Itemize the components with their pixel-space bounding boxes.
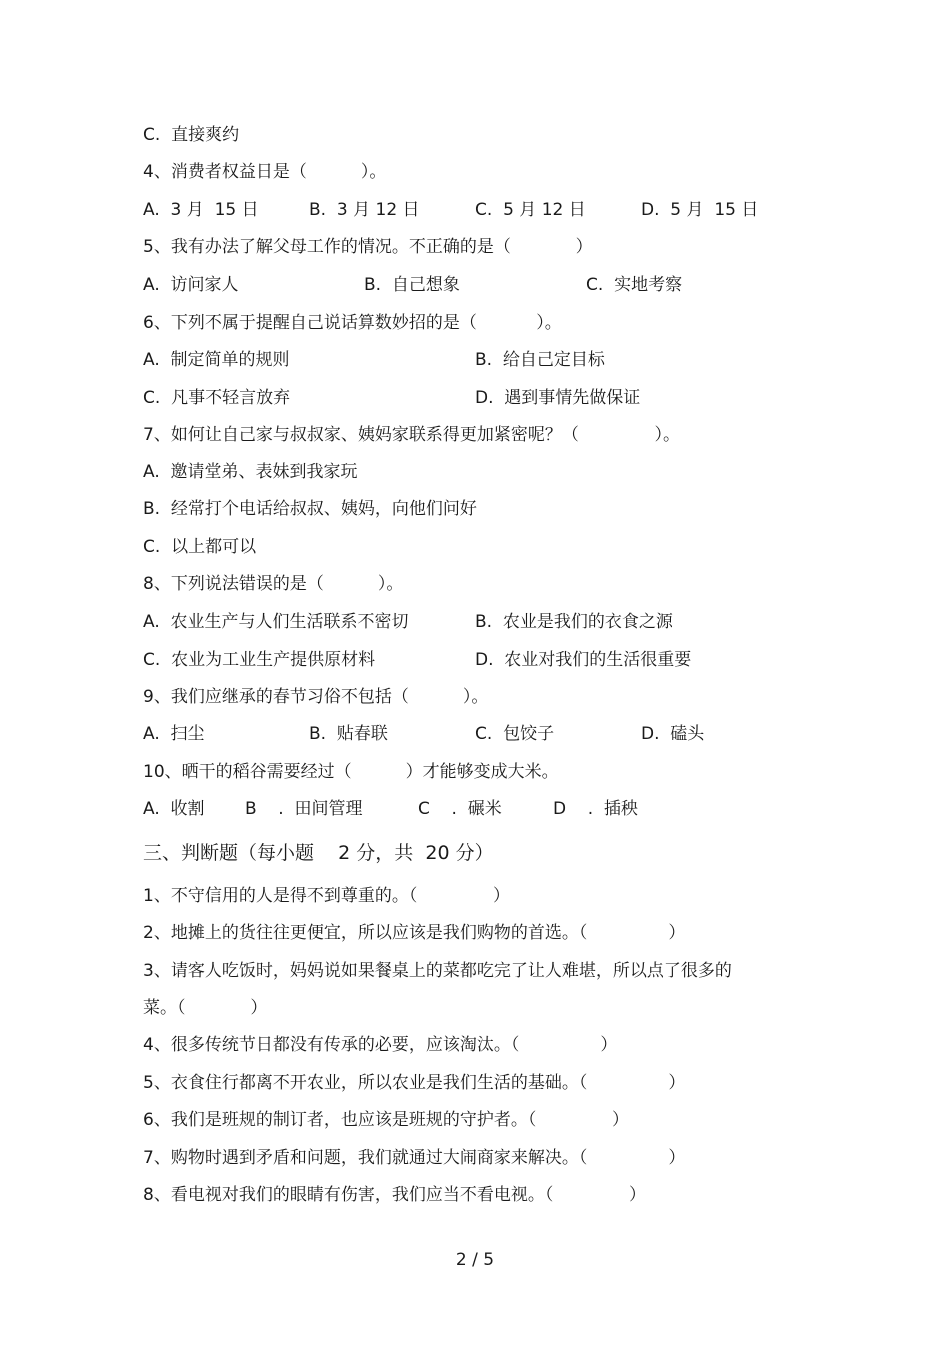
judge-item-5: 5、衣食住行都离不开农业，所以农业是我们生活的基础。（ ） bbox=[143, 1073, 686, 1093]
q4-option-b: B. 3 月 12 日 bbox=[309, 200, 420, 220]
q9-option-d: D. 磕头 bbox=[641, 724, 705, 744]
q6-option-c: C. 凡事不轻言放弃 bbox=[143, 388, 291, 408]
q7-option-c: C. 以上都可以 bbox=[143, 537, 257, 557]
q10-option-b: B . 田间管理 bbox=[245, 799, 363, 819]
q3-option-c: C. 直接爽约 bbox=[143, 125, 240, 145]
q4-option-a: A. 3 月 15 日 bbox=[143, 200, 259, 220]
q9-option-b: B. 贴春联 bbox=[309, 724, 388, 744]
q6-option-a: A. 制定简单的规则 bbox=[143, 350, 290, 370]
judge-item-4: 4、很多传统节日都没有传承的必要，应该淘汰。（ ） bbox=[143, 1035, 618, 1055]
q4-stem: 4、消费者权益日是（ ）。 bbox=[143, 162, 387, 182]
q9-option-c: C. 包饺子 bbox=[475, 724, 555, 744]
judge-item-3-continued: 菜。（ ） bbox=[143, 998, 268, 1018]
q7-stem: 7、如何让自己家与叔叔家、姨妈家联系得更加紧密呢？（ ）。 bbox=[143, 425, 680, 445]
judge-item-6: 6、我们是班规的制订者，也应该是班规的守护者。（ ） bbox=[143, 1110, 629, 1130]
judge-item-8: 8、看电视对我们的眼睛有伤害，我们应当不看电视。（ ） bbox=[143, 1185, 646, 1205]
q9-option-a: A. 扫尘 bbox=[143, 724, 205, 744]
q8-option-a: A. 农业生产与人们生活联系不密切 bbox=[143, 612, 409, 632]
q6-option-b: B. 给自己定目标 bbox=[475, 350, 605, 370]
judge-item-3: 3、请客人吃饭时，妈妈说如果餐桌上的菜都吃完了让人难堪，所以点了很多的 bbox=[143, 961, 732, 981]
judge-item-7: 7、购物时遇到矛盾和问题，我们就通过大闹商家来解决。（ ） bbox=[143, 1148, 686, 1168]
q10-option-c: C . 碾米 bbox=[418, 799, 502, 819]
q5-option-b: B. 自己想象 bbox=[364, 275, 460, 295]
q9-stem: 9、我们应继承的春节习俗不包括（ ）。 bbox=[143, 687, 489, 707]
q5-stem: 5、我有办法了解父母工作的情况。不正确的是（ ） bbox=[143, 237, 593, 257]
q5-option-a: A. 访问家人 bbox=[143, 275, 239, 295]
q8-stem: 8、下列说法错误的是（ ）。 bbox=[143, 574, 404, 594]
q5-option-c: C. 实地考察 bbox=[586, 275, 683, 295]
q4-option-c: C. 5 月 12 日 bbox=[475, 200, 586, 220]
q8-option-b: B. 农业是我们的衣食之源 bbox=[475, 612, 673, 632]
q8-option-d: D. 农业对我们的生活很重要 bbox=[475, 650, 692, 670]
page-number: 2 / 5 bbox=[455, 1250, 495, 1270]
q10-option-d: D . 插秧 bbox=[553, 799, 638, 819]
q7-option-a: A. 邀请堂弟、表妹到我家玩 bbox=[143, 462, 358, 482]
section-3-heading: 三、判断题（每小题 2 分，共 20 分） bbox=[143, 842, 494, 864]
q8-option-c: C. 农业为工业生产提供原材料 bbox=[143, 650, 376, 670]
q10-stem: 10、晒干的稻谷需要经过（ ）才能够变成大米。 bbox=[143, 762, 559, 782]
judge-item-2: 2、地摊上的货往往更便宜，所以应该是我们购物的首选。（ ） bbox=[143, 923, 686, 943]
q7-option-b: B. 经常打个电话给叔叔、姨妈，向他们问好 bbox=[143, 499, 477, 519]
judge-item-1: 1、不守信用的人是得不到尊重的。（ ） bbox=[143, 886, 510, 906]
q10-option-a: A. 收割 bbox=[143, 799, 205, 819]
q4-option-d: D. 5 月 15 日 bbox=[641, 200, 759, 220]
q6-stem: 6、下列不属于提醒自己说话算数妙招的是（ ）。 bbox=[143, 313, 562, 333]
q6-option-d: D. 遇到事情先做保证 bbox=[475, 388, 641, 408]
